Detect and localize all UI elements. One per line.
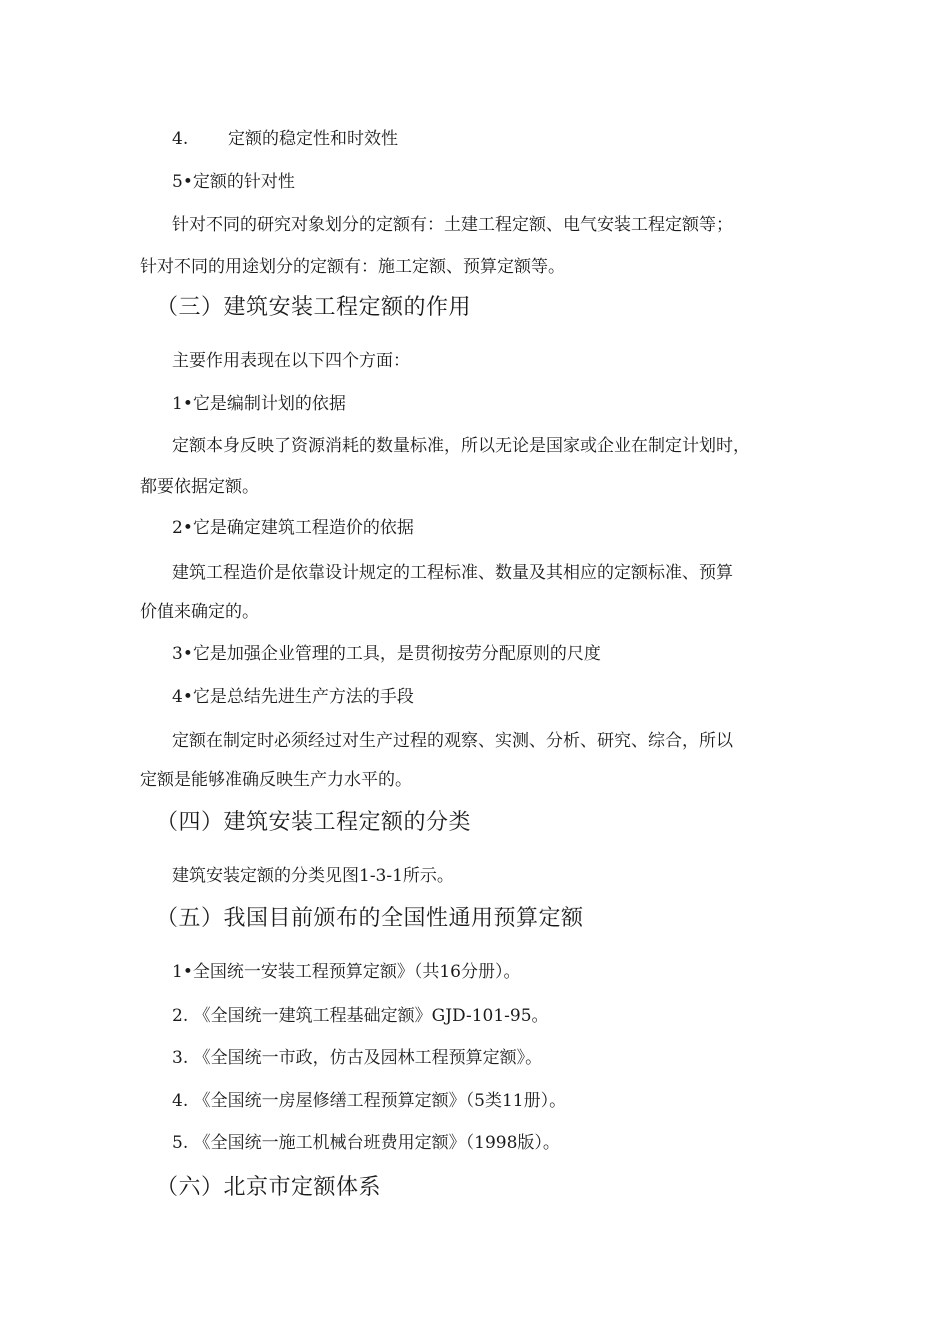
paragraph-line: 定额在制定时必须经过对生产过程的观察、实测、分析、研究、综合，所以 (172, 731, 733, 751)
section-heading-6: （六）北京市定额体系 (156, 1175, 382, 1200)
paragraph-line: 定额本身反映了资源消耗的数量标准，所以无论是国家或企业在制定计划时， (172, 436, 750, 456)
list-item (172, 1005, 549, 1027)
paragraph-line: 都要依据定额。 (140, 477, 259, 497)
list-number: 4. (172, 1091, 189, 1111)
paragraph-line: 针对不同的用途划分的定额有：施工定额、预算定额等。 (140, 257, 565, 277)
list-number: 2. (172, 1006, 189, 1026)
list-text: 《全国统一房屋修缮工程预算定额》（5类11册）。 (193, 1091, 567, 1111)
list-text: 《全国统一施工机械台班费用定额》（1998版）。 (193, 1133, 560, 1153)
list-item-title: 4•它是总结先进生产方法的手段 (172, 687, 414, 707)
paragraph-line: 建筑安装定额的分类见图1-3-1所示。 (172, 866, 454, 886)
paragraph-line: 价值来确定的。 (140, 602, 259, 622)
section-heading-4: （四）建筑安装工程定额的分类 (156, 810, 472, 835)
list-text: 《全国统一市政，仿古及园林工程预算定额》。 (193, 1048, 543, 1068)
paragraph-line: 主要作用表现在以下四个方面： (172, 351, 410, 371)
section-heading-3: （三）建筑安装工程定额的作用 (156, 295, 472, 320)
list-number: 5. (172, 1133, 189, 1153)
list-item (172, 1090, 566, 1112)
list-item-5: 5•定额的针对性 (172, 172, 295, 192)
list-number: 4. (172, 129, 189, 149)
list-item (172, 1047, 542, 1069)
list-text: 《全国统一建筑工程基础定额》GJD-101-95。 (193, 1006, 549, 1026)
paragraph-line: 建筑工程造价是依靠设计规定的工程标准、数量及其相应的定额标准、预算 (172, 563, 733, 583)
list-item (172, 1132, 560, 1154)
paragraph-line: 针对不同的研究对象划分的定额有：土建工程定额、电气安装工程定额等； (172, 215, 733, 235)
list-number: 3. (172, 1048, 189, 1068)
section-heading-5: （五）我国目前颁布的全国性通用预算定额 (156, 906, 584, 931)
list-item-4 (172, 128, 398, 150)
list-text: 定额的稳定性和时效性 (228, 129, 398, 149)
list-item: 1•全国统一安装工程预算定额》（共16分册）。 (172, 962, 521, 982)
paragraph-line: 定额是能够准确反映生产力水平的。 (140, 770, 412, 790)
list-item-title: 3•它是加强企业管理的工具，是贯彻按劳分配原则的尺度 (172, 644, 601, 664)
list-item-title: 1•它是编制计划的依据 (172, 394, 346, 414)
list-item-title: 2•它是确定建筑工程造价的依据 (172, 518, 414, 538)
